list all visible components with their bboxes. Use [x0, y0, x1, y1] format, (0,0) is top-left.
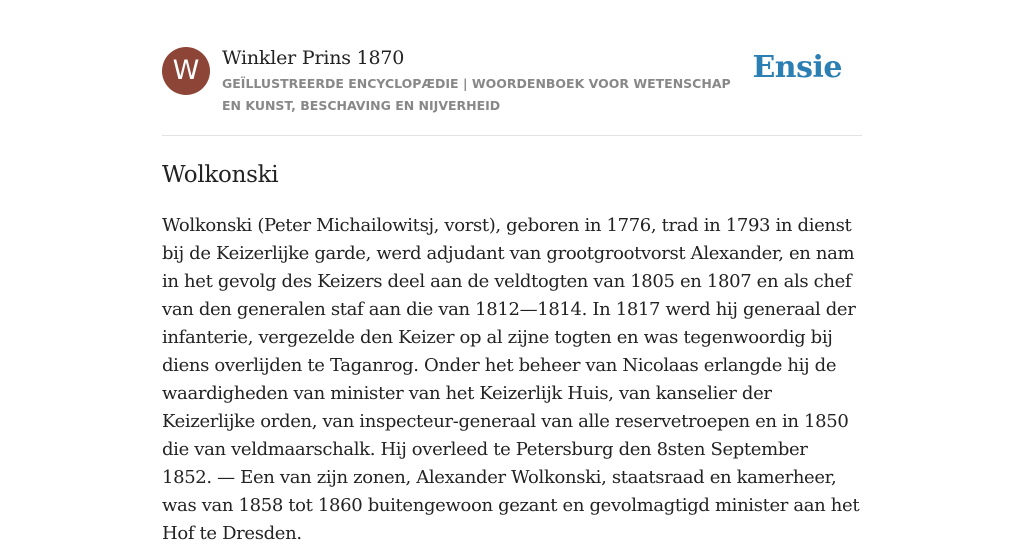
- ensie-logo[interactable]: Ensie: [752, 50, 842, 85]
- source-avatar[interactable]: W: [162, 47, 210, 95]
- entry-title: Wolkonski: [162, 162, 279, 188]
- source-subtitle: GEÏLLUSTREERDE ENCYCLOPÆDIE | WOORDENBOEK VOOR WETENSCHAP EN KUNST, BESCHAVING EN NIJVERHEID: [222, 76, 731, 113]
- source-header: [162, 44, 862, 136]
- entry-body: Wolkonski (Peter Michailowitsj, vorst), geboren in 1776, trad in 1793 in dienst bij de Keizerlijke garde, werd adjudant van grootgrootvorst Alexander, en nam in het gevolg des Keizers deel aan de veldtogten van 1805 en 1807 en als chef van den generalen staf aan die van 1812—1814. In 1817 werd hij generaal der infanterie, vergezelde den Keizer op al zijne togten en was tegenwoordig bij diens overlijden te Taganrog. Onder het beheer van Nicolaas erlangde hij de waardigheden van minister van het Keizerlijk Huis, van kanselier der Keizerlijke orden, van inspecteur-generaal van alle reservetroepen en in 1850 die van veldmaarschalk. Hij overleed te Petersburg den 8sten September 1852. — Een van zijn zonen, Alexander Wolkonski, staatsraad en kamerheer, was van 1858 tot 1860 buitengewoon gezant en gevolmagtigd minister aan het Hof te Dresden.: [162, 215, 860, 544]
- source-title[interactable]: Winkler Prins 1870: [222, 47, 405, 69]
- source-info: [222, 44, 752, 117]
